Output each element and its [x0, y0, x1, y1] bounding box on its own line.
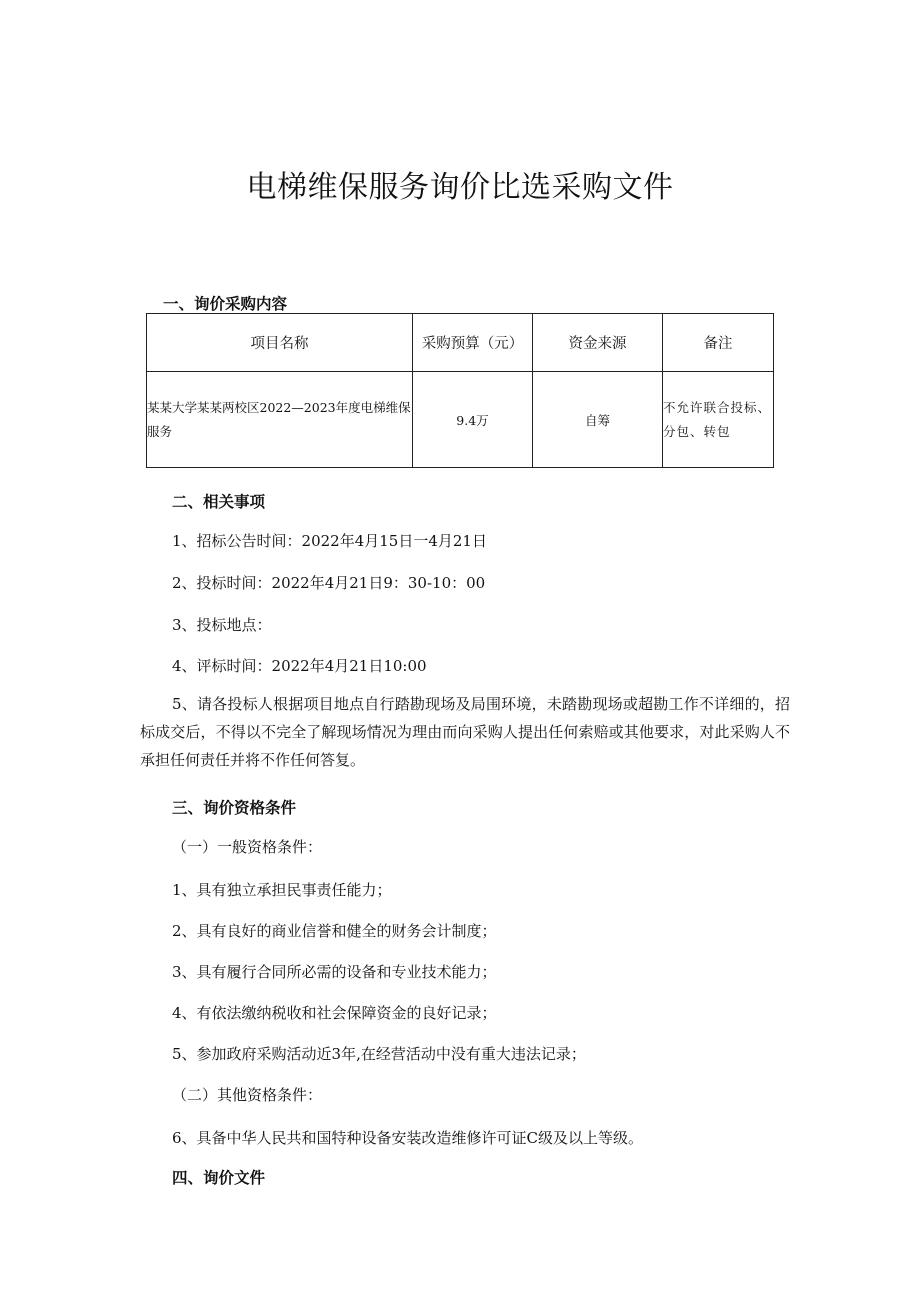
- qualification-item: 6、具备中华人民共和国特种设备安装改造维修许可证C级及以上等级。: [172, 1129, 644, 1147]
- item-bid-time: 2、投标时间：2022年4月21日9：30-10：00: [172, 574, 486, 592]
- budget-cell: 9.4万: [413, 372, 533, 468]
- table-header-cell: 资金来源: [533, 314, 663, 372]
- qualification-item: 1、具有独立承担民事责任能力；: [172, 881, 392, 899]
- project-name-cell: 某某大学某某两校区2022—2023年度电梯维保服务: [147, 372, 413, 468]
- section-heading-4: 四、询价文件: [172, 1169, 266, 1187]
- table-row: [147, 372, 774, 468]
- section-heading-3: 三、询价资格条件: [172, 799, 297, 817]
- table-header-cell: 项目名称: [147, 314, 413, 372]
- item-bid-location: 3、投标地点：: [172, 616, 272, 634]
- table-header-cell: 备注: [663, 314, 774, 372]
- other-qualifications-title: （二）其他资格条件：: [172, 1086, 323, 1104]
- item-announcement-time: 1、招标公告时间：2022年4月15日一4月21日: [172, 532, 487, 550]
- document-title: 电梯维保服务询价比选采购文件: [246, 170, 674, 205]
- item-site-inspection: 5、请各投标人根据项目地点自行踏勘现场及局围环境，未踏勘现场或超勘工作不详细的，招标成交后，不得以不完全了解现场情况为理由而向采购人提出任何索赔或其他要求，对此采购人不承担任何责任并将不作任何答复。: [140, 695, 790, 769]
- section-heading-1: 一、询价采购内容: [163, 295, 288, 313]
- general-qualifications-title: （一）一般资格条件：: [172, 838, 323, 856]
- procurement-table: [146, 313, 774, 468]
- fund-source-cell: 自筹: [533, 372, 663, 468]
- qualification-item: 4、有依法缴纳税收和社会保障资金的良好记录；: [172, 1004, 497, 1022]
- qualification-item: 2、具有良好的商业信誉和健全的财务会计制度；: [172, 922, 497, 940]
- qualification-item: 3、具有履行合同所必需的设备和专业技术能力；: [172, 963, 497, 981]
- item-evaluation-time: 4、评标时间：2022年4月21日10:00: [172, 657, 427, 675]
- remarks-cell: 不允许联合投标、分包、转包: [663, 372, 774, 468]
- section-heading-2: 二、相关事项: [172, 493, 266, 511]
- table-header-cell: 采购预算（元）: [413, 314, 533, 372]
- table-header-row: [147, 314, 774, 372]
- qualification-item: 5、参加政府采购活动近3年,在经营活动中没有重大违法记录；: [172, 1045, 586, 1063]
